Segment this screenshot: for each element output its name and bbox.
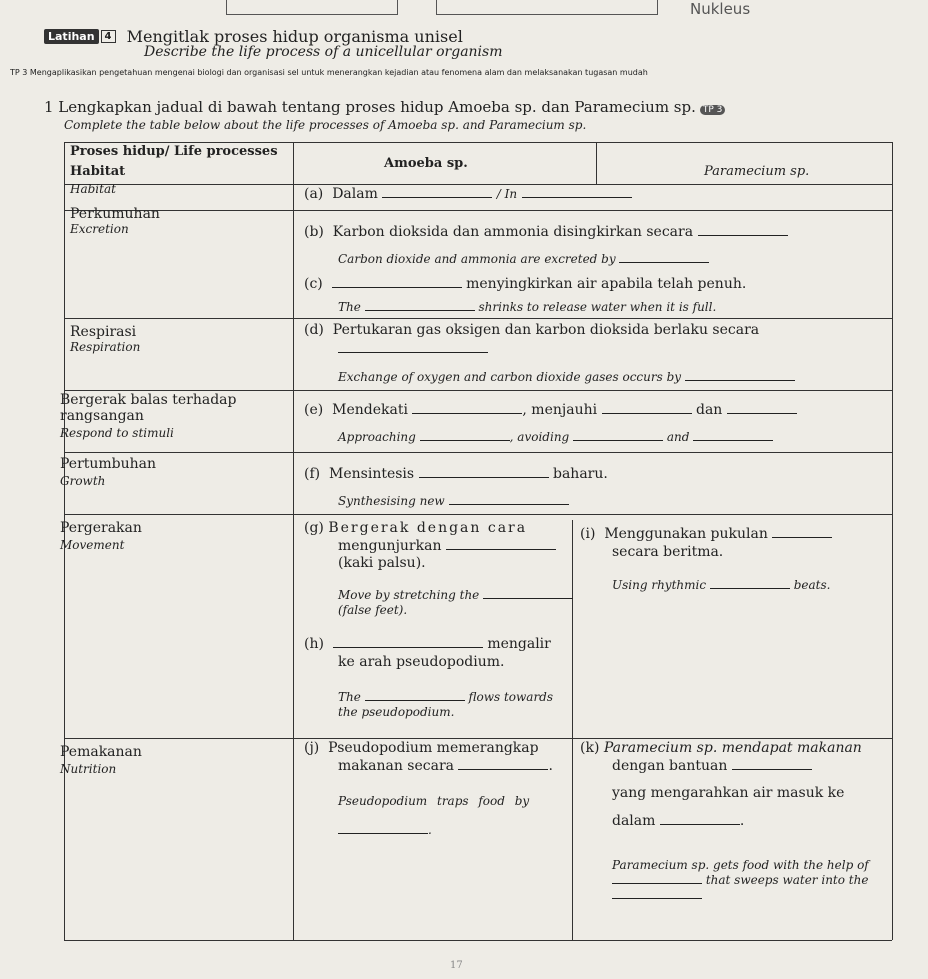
nutrition-en: Nutrition [60, 762, 117, 776]
handwritten-note: Nukleus [690, 0, 751, 18]
movement-g-en: Move by stretching the (false feet). [338, 588, 573, 618]
habitat-a: (a) Dalam / In [304, 186, 632, 204]
page-number: 17 [450, 960, 463, 971]
movement-en: Movement [60, 538, 125, 552]
title-en: Describe the life process of a unicellular organism [144, 44, 503, 60]
movement-i-en: Using rhythmic beats. [612, 578, 831, 592]
excretion-b: (b) Karbon dioksida dan ammonia disingkirkan secara [304, 224, 788, 242]
growth-f-en: Synthesising new [338, 494, 569, 509]
nutrition-k-en: Paramecium sp. gets food with the help of that sweeps water into the [612, 858, 869, 903]
stimuli-ms-2: rangsangan [60, 408, 144, 424]
respiration-en: Respiration [70, 340, 141, 354]
exercise-number: 4 [101, 30, 116, 43]
header-amoeba: Amoeba sp. [384, 156, 468, 171]
respiration-ms: Respirasi [70, 324, 137, 340]
nutrition-ms: Pemakanan [60, 744, 142, 760]
respiration-d: (d) Pertukaran gas oksigen dan karbon dioksida berlaku secara [304, 322, 760, 338]
stimuli-en: Respond to stimuli [60, 426, 174, 440]
stimuli-e: (e) Mendekati , menjauhi dan [304, 402, 797, 420]
stimuli-e-en: Approaching , avoiding and [338, 430, 773, 445]
question-text-en: Complete the table below about the life processes of Amoeba sp. and Paramecium sp. [64, 118, 587, 132]
tp-badge: TP 3 [700, 105, 726, 115]
title-ms: Mengitlak proses hidup organisma unisel [126, 27, 463, 46]
header-paramecium: Paramecium sp. [704, 164, 810, 179]
header-habitat: Habitat [70, 164, 126, 179]
growth-en: Growth [60, 474, 106, 488]
habitat-en: Habitat [70, 182, 116, 196]
nutrition-k: (k) Paramecium sp. mendapat makanan dengan bantuan yang mengarahkan air masuk ke dalam . [580, 740, 862, 829]
growth-ms: Pertumbuhan [60, 456, 157, 472]
nutrition-j-en: Pseudopodium traps food by . [338, 794, 530, 837]
excretion-c-en: The shrinks to release water when it is full. [338, 300, 717, 314]
question-text-ms: 1 Lengkapkan jadual di bawah tentang proses hidup Amoeba sp. dan Paramecium sp. [44, 98, 696, 116]
respiration-d-en: Exchange of oxygen and carbon dioxide gases occurs by [338, 370, 795, 385]
excretion-b-en: Carbon dioxide and ammonia are excreted by [338, 252, 709, 267]
stimuli-ms-1: Bergerak balas terhadap [60, 392, 237, 408]
excretion-ms: Perkumuhan [70, 206, 160, 222]
excretion-en: Excretion [70, 222, 129, 236]
tp-description: TP 3 Mengaplikasikan pengetahuan mengenai biologi dan organisasi sel untuk menerangkan kejadian atau fenomena alam dan melaksanakan tugasan mudah [10, 68, 648, 77]
movement-h: (h) mengalir ke arah pseudopodium. [304, 636, 551, 670]
movement-ms: Pergerakan [60, 520, 142, 536]
movement-i: (i) Menggunakan pukulan secara beritma. [580, 526, 832, 561]
answer-box-1 [226, 0, 398, 15]
growth-f: (f) Mensintesis baharu. [304, 466, 608, 482]
respiration-d-blank [338, 342, 488, 358]
excretion-c: (c) menyingkirkan air apabila telah penuh. [304, 276, 747, 292]
answer-box-2 [436, 0, 658, 15]
top-boxes [226, 0, 666, 16]
latihan-badge: Latihan [44, 29, 99, 44]
movement-g: (g) Bergerak dengan cara mengunjurkan (kaki palsu). [304, 520, 572, 573]
question-1 [44, 98, 725, 116]
nutrition-j: (j) Pseudopodium memerangkap makanan secara . [304, 740, 553, 774]
exercise-header [44, 26, 918, 60]
movement-h-en: The flows towards the pseudopodium. [338, 690, 554, 719]
header-process: Proses hidup/ Life processes [70, 144, 278, 159]
life-process-table [60, 142, 892, 940]
